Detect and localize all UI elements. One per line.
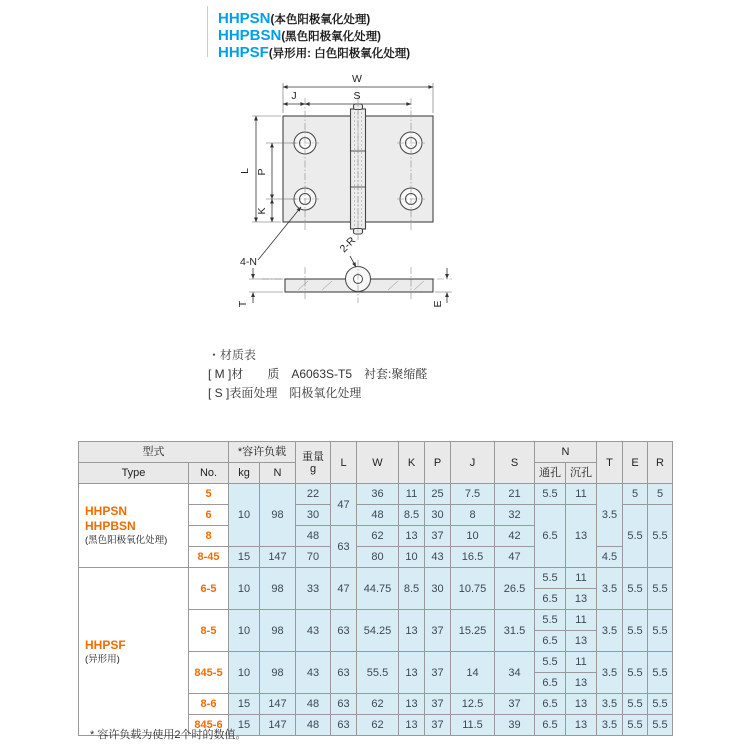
spec-table-cell: 31.5 bbox=[495, 610, 535, 652]
spec-table-header-row bbox=[79, 442, 673, 463]
dim-label-j: J bbox=[291, 90, 297, 102]
spec-table-cell: 98 bbox=[260, 568, 296, 610]
spec-table-cell: 48 bbox=[296, 715, 331, 736]
spec-table-cell: 3.5 bbox=[597, 694, 623, 715]
spec-table-header-cell: E bbox=[623, 442, 648, 484]
spec-table-cell: 8-45 bbox=[189, 547, 229, 568]
spec-table-cell: 48 bbox=[296, 694, 331, 715]
spec-table-header-cell: L bbox=[331, 442, 357, 484]
spec-table-cell: 6.5 bbox=[535, 694, 566, 715]
dim-label-e: E bbox=[432, 300, 444, 308]
page-column-divider bbox=[207, 6, 208, 57]
spec-table-header-cell: W bbox=[357, 442, 399, 484]
hinge-technical-drawing bbox=[232, 70, 464, 316]
spec-table-cell: 63 bbox=[331, 694, 357, 715]
spec-table-header-cell: No. bbox=[189, 463, 229, 484]
spec-table-cell: 26.5 bbox=[495, 568, 535, 610]
spec-table-cell: 63 bbox=[331, 652, 357, 694]
spec-table-cell: 8-6 bbox=[189, 694, 229, 715]
spec-table-cell: 13 bbox=[399, 526, 425, 547]
spec-table-cell: 62 bbox=[357, 694, 399, 715]
spec-table-cell: 15.25 bbox=[451, 610, 495, 652]
dim-label-l: L bbox=[239, 168, 251, 174]
product-header bbox=[218, 10, 410, 61]
spec-table-cell: 7.5 bbox=[451, 484, 495, 505]
spec-table-cell: 43 bbox=[296, 652, 331, 694]
spec-table-cell: 32 bbox=[495, 505, 535, 526]
type-cell-hhpsf bbox=[79, 568, 189, 736]
spec-table-cell: 8.5 bbox=[399, 505, 425, 526]
model-desc: (异形用: 白色阳极氧化处理) bbox=[268, 48, 411, 60]
spec-table-header-cell: 通孔 bbox=[535, 463, 566, 484]
spec-table-cell: 13 bbox=[399, 715, 425, 736]
spec-table-header-cell: J bbox=[451, 442, 495, 484]
spec-table-cell: 55.5 bbox=[357, 652, 399, 694]
spec-table-cell: 48 bbox=[296, 526, 331, 547]
spec-table-cell: 147 bbox=[260, 694, 296, 715]
spec-table-cell: 13 bbox=[566, 589, 597, 610]
spec-table-cell: 63 bbox=[331, 526, 357, 568]
spec-table-cell: 5.5 bbox=[535, 568, 566, 589]
spec-table-cell: 5.5 bbox=[623, 505, 648, 568]
spec-table-cell: 13 bbox=[399, 610, 425, 652]
spec-table-cell: 6.5 bbox=[535, 589, 566, 610]
spec-table-cell: 33 bbox=[296, 568, 331, 610]
dim-label-s: S bbox=[353, 90, 361, 102]
spec-table-cell: 30 bbox=[425, 505, 451, 526]
cell-line: g bbox=[309, 462, 317, 475]
model-line-hhpsn bbox=[218, 10, 410, 27]
spec-table-cell: 70 bbox=[296, 547, 331, 568]
model-line-hhpsf bbox=[218, 44, 410, 61]
callout-4n: 4-N bbox=[240, 256, 257, 268]
spec-table-cell: 10 bbox=[229, 484, 260, 547]
spec-table-header-cell bbox=[296, 442, 331, 484]
spec-table-header-cell: P bbox=[425, 442, 451, 484]
callout-2r: 2-R bbox=[337, 234, 359, 256]
spec-table-cell: 10 bbox=[451, 526, 495, 547]
spec-table-cell: 63 bbox=[331, 715, 357, 736]
spec-table-cell: 37 bbox=[425, 652, 451, 694]
spec-table-cell: 15 bbox=[229, 694, 260, 715]
type-cell-hhpsn bbox=[79, 484, 189, 568]
spec-table-cell: 10.75 bbox=[451, 568, 495, 610]
spec-table bbox=[78, 441, 673, 736]
spec-table-cell: 47 bbox=[331, 568, 357, 610]
spec-table-cell: 5.5 bbox=[623, 568, 648, 610]
spec-table-header-cell: 型式 bbox=[79, 442, 229, 463]
spec-table-cell: 147 bbox=[260, 547, 296, 568]
cell-line: HHPSN bbox=[85, 504, 128, 518]
model-code: HHPSF bbox=[218, 44, 269, 61]
spec-table-cell: 37 bbox=[425, 526, 451, 547]
cell-line: HHPSF bbox=[85, 637, 126, 652]
material-title: ・材质表 bbox=[208, 348, 257, 362]
cell-line: 重量 bbox=[302, 450, 324, 463]
spec-table-cell: 11 bbox=[566, 568, 597, 589]
spec-table-cell: 62 bbox=[357, 526, 399, 547]
spec-table-cell: 5 bbox=[648, 484, 673, 505]
spec-table-header-cell: 沉孔 bbox=[566, 463, 597, 484]
dim-label-w: W bbox=[352, 73, 362, 85]
spec-table-cell: 47 bbox=[495, 547, 535, 568]
spec-table-cell: 63 bbox=[331, 610, 357, 652]
spec-table-cell: 5.5 bbox=[648, 505, 673, 568]
spec-table-header-cell: K bbox=[399, 442, 425, 484]
spec-table-cell: 5.5 bbox=[648, 610, 673, 652]
spec-table-cell: 8 bbox=[189, 526, 229, 547]
spec-table-cell: 4.5 bbox=[597, 547, 623, 568]
spec-table-cell: 5.5 bbox=[648, 652, 673, 694]
spec-table-cell: 3.5 bbox=[597, 568, 623, 610]
spec-table-cell: 15 bbox=[229, 547, 260, 568]
spec-table-header-cell: N bbox=[535, 442, 597, 463]
spec-table-cell: 43 bbox=[425, 547, 451, 568]
spec-table-cell: 5 bbox=[623, 484, 648, 505]
spec-table-header-cell: T bbox=[597, 442, 623, 484]
spec-table-cell: 37 bbox=[425, 715, 451, 736]
spec-table-cell: 6.5 bbox=[535, 631, 566, 652]
spec-table-cell: 47 bbox=[331, 484, 357, 526]
spec-table-cell: 36 bbox=[357, 484, 399, 505]
spec-table-header-cell: S bbox=[495, 442, 535, 484]
dim-label-p: P bbox=[256, 168, 268, 176]
spec-table-cell: 13 bbox=[566, 631, 597, 652]
model-desc: (本色阳极氧化处理) bbox=[270, 14, 371, 26]
spec-table-cell: 30 bbox=[296, 505, 331, 526]
spec-table-header-cell: R bbox=[648, 442, 673, 484]
model-desc: (黑色阳极氧化处理) bbox=[281, 31, 382, 43]
spec-table-cell: 98 bbox=[260, 610, 296, 652]
spec-table-row bbox=[79, 484, 673, 505]
spec-table-cell: 11 bbox=[566, 652, 597, 673]
spec-table-cell: 147 bbox=[260, 715, 296, 736]
spec-table-cell: 5.5 bbox=[623, 694, 648, 715]
spec-table-cell: 43 bbox=[296, 610, 331, 652]
spec-table-cell: 14 bbox=[451, 652, 495, 694]
footnote: * 容许负载为使用2个时的数值。 bbox=[90, 729, 247, 741]
spec-table-cell: 54.25 bbox=[357, 610, 399, 652]
spec-table-cell: 48 bbox=[357, 505, 399, 526]
spec-table-cell: 10 bbox=[229, 652, 260, 694]
spec-table-cell: 6.5 bbox=[535, 673, 566, 694]
cell-line: HHPBSN bbox=[85, 519, 136, 533]
spec-table-cell: 845-5 bbox=[189, 652, 229, 694]
spec-table-cell: 13 bbox=[399, 652, 425, 694]
spec-table-cell: 13 bbox=[566, 673, 597, 694]
spec-table-cell: 5.5 bbox=[535, 610, 566, 631]
spec-table-cell: 5.5 bbox=[623, 610, 648, 652]
spec-table-cell: 11.5 bbox=[451, 715, 495, 736]
spec-table-cell: 34 bbox=[495, 652, 535, 694]
spec-table-cell: 16.5 bbox=[451, 547, 495, 568]
spec-table-cell: 10 bbox=[399, 547, 425, 568]
spec-table-cell: 11 bbox=[566, 484, 597, 505]
material-table bbox=[208, 346, 427, 403]
material-row-s: [ S ]表面处理 阳极氧化处理 bbox=[208, 386, 362, 400]
spec-table-cell: 5.5 bbox=[648, 715, 673, 736]
spec-table-cell: 37 bbox=[495, 694, 535, 715]
dim-label-t: T bbox=[237, 300, 249, 308]
model-line-hhpbsn bbox=[218, 27, 410, 44]
spec-table-header-cell: *容许负载 bbox=[229, 442, 296, 463]
spec-table-cell: 21 bbox=[495, 484, 535, 505]
spec-table-cell: 8 bbox=[451, 505, 495, 526]
spec-table-cell: 11 bbox=[566, 610, 597, 631]
spec-table-cell: 13 bbox=[566, 694, 597, 715]
cell-line: (异形用) bbox=[85, 653, 120, 665]
spec-table-cell: 98 bbox=[260, 652, 296, 694]
spec-table-cell: 5.5 bbox=[648, 568, 673, 610]
spec-table-cell: 39 bbox=[495, 715, 535, 736]
spec-table-header-cell: kg bbox=[229, 463, 260, 484]
spec-table-cell: 12.5 bbox=[451, 694, 495, 715]
spec-table-cell: 8-5 bbox=[189, 610, 229, 652]
spec-table-cell: 30 bbox=[425, 568, 451, 610]
spec-table-cell: 80 bbox=[357, 547, 399, 568]
spec-table-cell: 10 bbox=[229, 610, 260, 652]
spec-table-cell: 6-5 bbox=[189, 568, 229, 610]
spec-table-cell: 5.5 bbox=[623, 715, 648, 736]
spec-table-cell: 3.5 bbox=[597, 484, 623, 547]
spec-table-cell: 13 bbox=[566, 505, 597, 568]
spec-table-cell: 13 bbox=[566, 715, 597, 736]
spec-table-cell: 6 bbox=[189, 505, 229, 526]
spec-table-cell: 22 bbox=[296, 484, 331, 505]
spec-table-cell: 11 bbox=[399, 484, 425, 505]
spec-table-cell: 5.5 bbox=[535, 484, 566, 505]
spec-table-cell: 6.5 bbox=[535, 505, 566, 568]
spec-table-cell: 13 bbox=[399, 694, 425, 715]
spec-table-cell: 44.75 bbox=[357, 568, 399, 610]
spec-table-cell: 3.5 bbox=[597, 652, 623, 694]
dim-label-k: K bbox=[256, 207, 268, 215]
spec-table-cell: 37 bbox=[425, 694, 451, 715]
spec-table-cell: 3.5 bbox=[597, 610, 623, 652]
spec-table-cell: 3.5 bbox=[597, 715, 623, 736]
spec-table-cell: 42 bbox=[495, 526, 535, 547]
spec-table-header-cell: N bbox=[260, 463, 296, 484]
spec-table-cell: 15 bbox=[229, 715, 260, 736]
spec-table-cell: 5.5 bbox=[623, 652, 648, 694]
model-code: HHPBSN bbox=[218, 27, 282, 44]
spec-table-cell: 6.5 bbox=[535, 715, 566, 736]
spec-table-cell: 98 bbox=[260, 484, 296, 547]
spec-table-cell: 62 bbox=[357, 715, 399, 736]
spec-table-cell: 5 bbox=[189, 484, 229, 505]
spec-table-row bbox=[79, 568, 673, 589]
spec-table-cell: 10 bbox=[229, 568, 260, 610]
spec-table-cell: 5.5 bbox=[648, 694, 673, 715]
spec-table-header-cell: Type bbox=[79, 463, 189, 484]
spec-table-cell: 8.5 bbox=[399, 568, 425, 610]
spec-table-cell: 25 bbox=[425, 484, 451, 505]
material-row-m: [ M ]材 质 A6063S-T5 衬套:聚缩醛 bbox=[208, 367, 428, 381]
spec-table-cell: 5.5 bbox=[535, 652, 566, 673]
spec-table-cell: 845-6 bbox=[189, 715, 229, 736]
model-code: HHPSN bbox=[218, 10, 271, 27]
cell-line: (黑色阳极氧化处理) bbox=[85, 535, 168, 546]
spec-table-cell: 37 bbox=[425, 610, 451, 652]
